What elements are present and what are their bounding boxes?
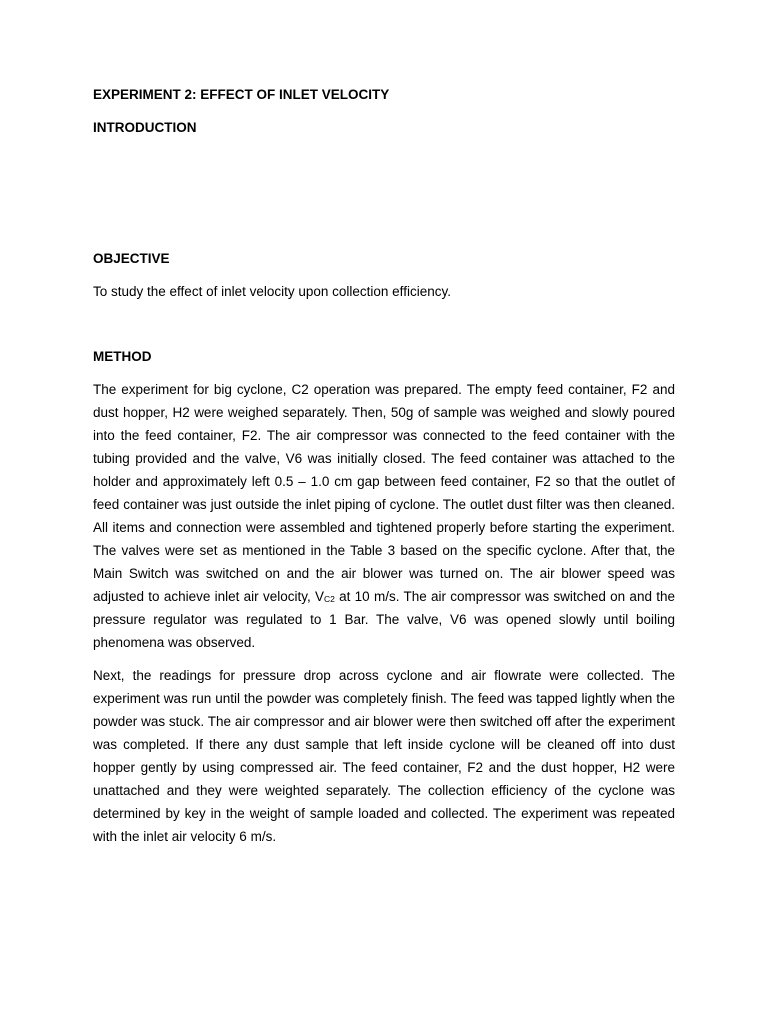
method-paragraph-2: Next, the readings for pressure drop across cyclone and air flowrate were collected. The experiment was run until the powder was completely finish. The feed was tapped lightly when the powder was stuck. The air compressor and air blower were then switched off after the experiment was completed. If there any dust sample that left inside cyclone will be cleaned off into dust hopper gently by using compressed air. The feed container, F2 and the dust hopper, H2 were unattached and they were weighted separately. The collection efficiency of the cyclone was determined by key in the weight of sample loaded and collected. The experiment was repeated with the inlet air velocity 6 m/s. [93,668,675,844]
document-title: EXPERIMENT 2: EFFECT OF INLET VELOCITY [93,87,390,102]
method-paragraph-1-text-a: The experiment for big cyclone, C2 operation was prepared. The empty feed container, F2 and dust hopper, H2 were weighed separately. Then, 50g of sample was weighed and slowly poured into the feed container, F2. The air compressor was connected to the feed container with the tubing provided and the valve, V6 was initially closed. The feed container was attached to the holder and approximately left 0.5 – 1.0 cm gap between feed container, F2 so that the outlet of feed container was just outside the inlet piping of cyclone. The outlet dust filter was then cleaned. All items and connection were assembled and tightened properly before starting the experiment. The valves were set as mentioned in the Table 3 based on the specific cyclone. After that, the Main Switch was switched on and the air blower was turned on. The air blower speed was adjusted to achieve inlet air velocity, V [93,382,675,604]
method-paragraph-1 [93,378,675,654]
objective-heading: OBJECTIVE [93,251,170,266]
method-heading: METHOD [93,349,152,364]
introduction-heading: INTRODUCTION [93,120,197,135]
method-paragraph-1-text-b: at 10 m/s. The air compressor was switched on and the pressure regulator was regulated to 1 Bar. The valve, V6 was opened slowly until boiling phenomena was observed. [93,589,675,650]
objective-text: To study the effect of inlet velocity upon collection efficiency. [93,284,451,299]
velocity-subscript: C2 [324,594,335,604]
